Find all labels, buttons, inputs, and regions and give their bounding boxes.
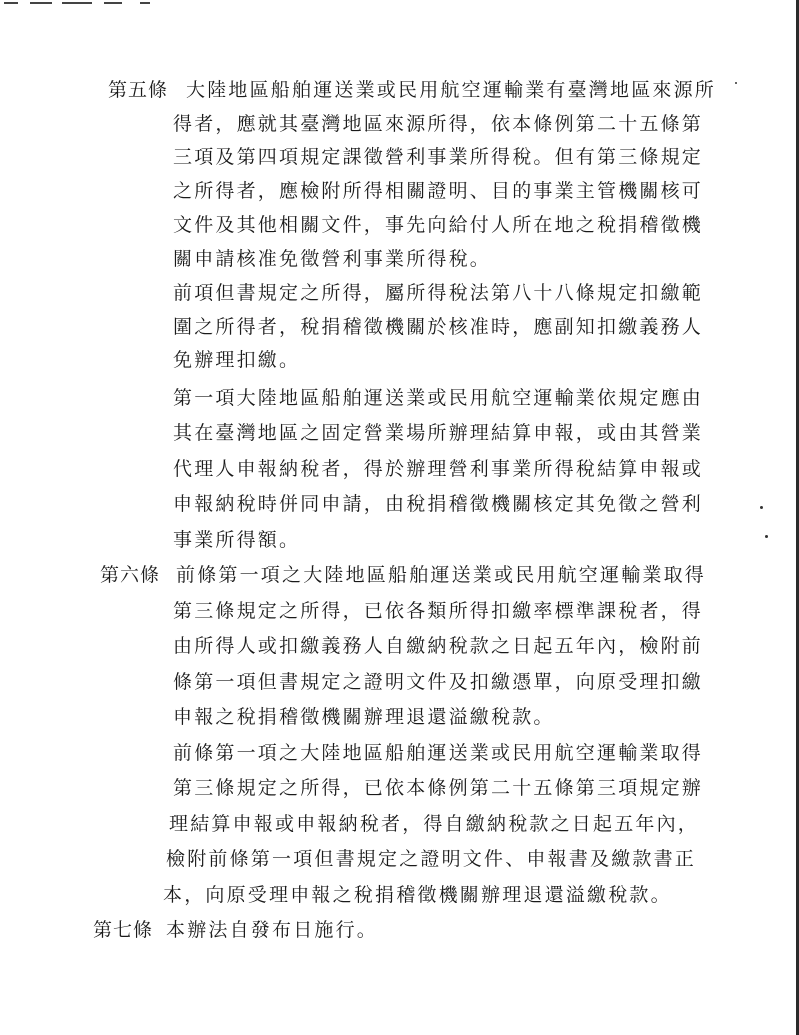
text-line: 關申請核准免徵營利事業所得稅。 <box>173 248 492 270</box>
text-line: 三項及第四項規定課徵營利事業所得稅。但有第三條規定 <box>173 146 704 168</box>
text-line: 其在臺灣地區之固定營業場所辦理結算申報，或由其營業 <box>173 422 704 444</box>
scan-speck <box>760 506 763 509</box>
text-line: 第三條規定之所得，已依各類所得扣繳率標準課稅者，得 <box>173 600 704 622</box>
text-line: 事業所得額。 <box>173 529 301 551</box>
text-line: 檢附前條第一項但書規定之證明文件、申報書及繳款書正 <box>166 848 697 870</box>
text-line: 圍之所得者，稅捐稽徵機關於核准時，應副知扣繳義務人 <box>173 316 704 338</box>
text-line: 本辦法自發布日施行。 <box>166 919 379 941</box>
article-label: 第七條 <box>93 919 154 941</box>
text-line: 代理人申報納稅者，得於辦理營利事業所得稅結算申報或 <box>173 458 704 480</box>
article-label: 第六條 <box>100 564 161 586</box>
text-line: 得者，應就其臺灣地區來源所得，依本條例第二十五條第 <box>173 113 704 135</box>
text-line: 條第一項但書規定之證明文件及扣繳憑單，向原受理扣繳 <box>173 671 704 693</box>
text-line: 前條第一項之大陸地區船舶運送業或民用航空運輸業取得 <box>173 742 704 764</box>
text-line: 第一項大陸地區船舶運送業或民用航空運輸業依規定應由 <box>173 387 704 409</box>
article-label: 第五條 <box>108 79 169 101</box>
text-line: 文件及其他相關文件，事先向給付人所在地之稅捐稽徵機 <box>173 214 704 236</box>
text-line: 之所得者，應檢附所得相關證明、目的事業主管機關核可 <box>173 180 704 202</box>
scan-speck <box>765 535 768 538</box>
text-line: 第三條規定之所得，已依本條例第二十五條第三項規定辦 <box>173 777 704 799</box>
text-line: 申報之稅捐稽徵機關辦理退還溢繳稅款。 <box>173 706 555 728</box>
text-line: 前項但書規定之所得，屬所得稅法第八十八條規定扣繳範 <box>173 282 704 304</box>
text-line: 申報納稅時併同申請，由稅捐稽徵機關核定其免徵之營利 <box>173 493 704 515</box>
text-line: 理結算申報或申報納稅者，得自繳納稅款之日起五年內， <box>169 813 700 835</box>
text-line: 由所得人或扣繳義務人自繳納稅款之日起五年內，檢附前 <box>173 635 704 657</box>
text-line: 大陸地區船舶運送業或民用航空運輸業有臺灣地區來源所 <box>186 79 717 101</box>
text-line: 前條第一項之大陸地區船舶運送業或民用航空運輸業取得 <box>176 564 707 586</box>
scan-speck <box>735 82 737 84</box>
text-line: 免辦理扣繳。 <box>173 349 301 371</box>
text-line: 本，向原受理申報之稅捐稽徵機關辦理退還溢繳稅款。 <box>163 884 672 906</box>
header-scan-marks <box>0 0 170 8</box>
